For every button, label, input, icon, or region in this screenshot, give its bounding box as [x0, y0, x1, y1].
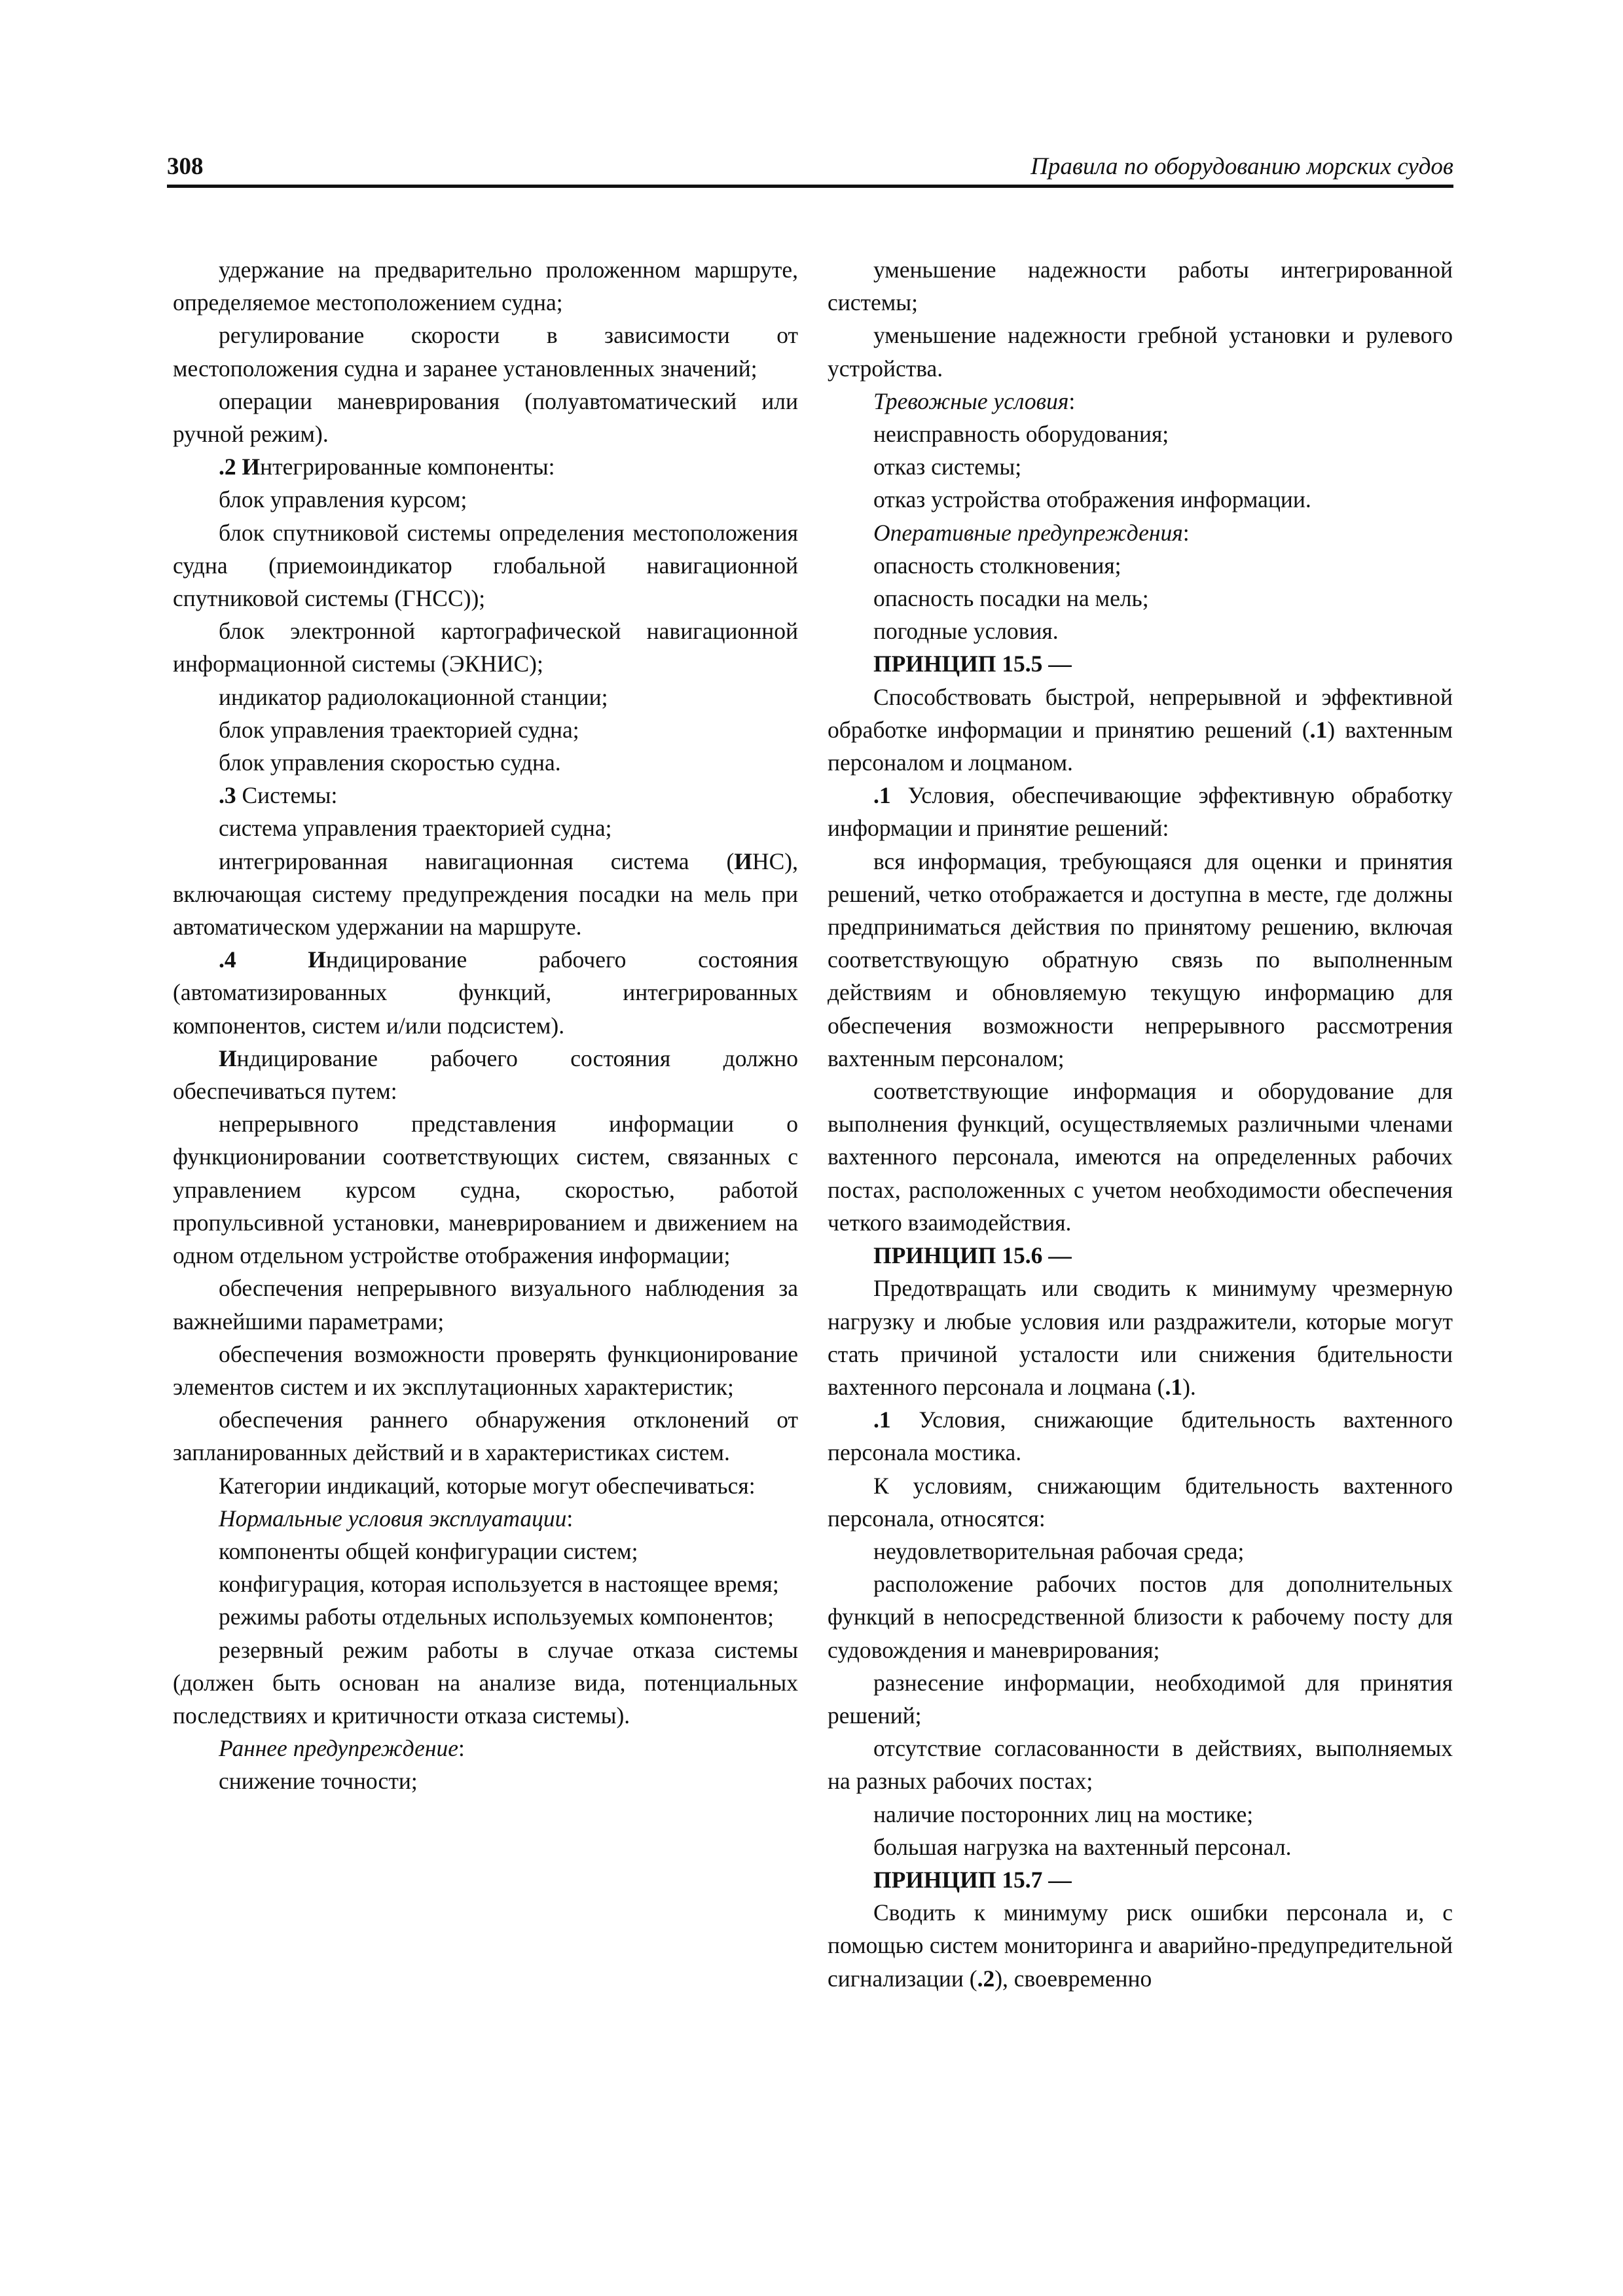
paragraph — [828, 1568, 1453, 1666]
paragraph — [828, 450, 1453, 483]
paragraph-text: нтегрированные компоненты: — [260, 454, 555, 480]
paragraph — [828, 1272, 1453, 1403]
paragraph — [828, 1732, 1453, 1797]
paragraph-text: конфигурация, которая используется в настоящее время; — [219, 1571, 779, 1598]
paragraph-text: операции маневрирования (полуавтоматический или ручной режим). — [173, 387, 798, 448]
paragraph — [173, 1042, 798, 1107]
paragraph-text: опасность посадки на мель; — [873, 585, 1149, 612]
italic-label: Оперативные предупреждения — [873, 519, 1183, 546]
paragraph — [828, 385, 1453, 418]
paragraph-text: Сводить к минимуму риск ошибки персонала и, с помощью систем мониторинга и аварийно-предупредительной сигнализации ( — [828, 1899, 1453, 1992]
paragraph-text: наличие посторонних лиц на мостике; — [873, 1801, 1254, 1827]
paragraph-text: система управления траекторией судна; — [219, 815, 612, 842]
paragraph-text: индикатор радиолокационной станции; — [219, 683, 608, 710]
paragraph-text: обеспечения раннего обнаружения отклонений от запланированных действий и в характеристиках систем. — [173, 1407, 798, 1466]
paragraph — [828, 483, 1453, 516]
paragraph — [828, 779, 1453, 844]
paragraph — [173, 385, 798, 450]
paragraph-text: блок электронной картографической навигационной информационной системы (ЭКНИС); — [173, 618, 798, 677]
italic-label: Тревожные условия — [873, 387, 1069, 414]
paragraph — [173, 1765, 798, 1797]
bold-marker: .2 И — [219, 454, 261, 480]
bold-marker: .1 — [873, 782, 891, 809]
paragraph-text: погодные условия. — [873, 618, 1059, 645]
paragraph-text: интегрированная навигационная система ( — [219, 848, 735, 874]
principle-heading: ПРИНЦИП 15.7 — — [873, 1866, 1072, 1893]
paragraph — [173, 779, 798, 812]
paragraph — [173, 1272, 798, 1337]
paragraph-text: уменьшение надежности гребной установки и рулевого устройства. — [828, 322, 1453, 382]
paragraph — [173, 845, 798, 944]
paragraph-text: отказ устройства отображения информации. — [873, 486, 1311, 513]
paragraph — [173, 1469, 798, 1502]
page-header — [167, 145, 1453, 188]
paragraph-text: блок управления курсом; — [219, 486, 467, 513]
paragraph-text: : — [1182, 519, 1190, 546]
paragraph — [828, 582, 1453, 615]
paragraph-text: неудовлетворительная рабочая среда; — [873, 1537, 1245, 1564]
paragraph-text: Условия, обеспечивающие эффективную обработку информации и принятие решений: — [828, 782, 1453, 842]
paragraph-text: режимы работы отдельных используемых компонентов; — [219, 1604, 774, 1630]
paragraph-text: удержание на предварительно проложенном маршруте, определяемое местоположением судна; — [173, 257, 798, 316]
paragraph — [173, 1403, 798, 1469]
paragraph — [173, 681, 798, 713]
paragraph-text: непрерывного представления информации о функционировании соответствующих систем, связанных с управлением курсом судна, скоростью, работой пропульсивной установки, маневрированием и движением на одном отдельном устройстве отображения информации; — [173, 1111, 798, 1269]
bold-marker: .4 И — [219, 946, 326, 973]
paragraph-text: Предотвращать или сводить к минимуму чрезмерную нагрузку и любые условия или раздражители, которые могут стать причиной усталости или снижения бдительности вахтенного персонала и лоцмана ( — [828, 1275, 1453, 1400]
bold-marker: И — [219, 1045, 237, 1071]
bold-marker: И — [734, 848, 752, 874]
paragraph — [828, 681, 1453, 780]
paragraph-text: регулирование скорости в зависимости от местоположения судна и заранее установленных значений; — [173, 322, 798, 382]
paragraph — [173, 253, 798, 319]
paragraph — [173, 1107, 798, 1272]
paragraph-text: : — [1068, 387, 1076, 414]
paragraph-text: ндицирование рабочего состояния должно обеспечиваться путем: — [173, 1045, 798, 1105]
paragraph-text: снижение точности; — [219, 1768, 418, 1795]
paragraph-text: уменьшение надежности работы интегрированной системы; — [828, 257, 1453, 316]
paragraph-text: опасность столкновения; — [873, 552, 1122, 579]
paragraph — [173, 1568, 798, 1600]
paragraph — [828, 549, 1453, 582]
left-column — [173, 253, 798, 1798]
paragraph — [173, 1535, 798, 1568]
paragraph — [828, 1469, 1453, 1535]
paragraph — [828, 1798, 1453, 1831]
paragraph — [828, 253, 1453, 319]
paragraph-text: : — [458, 1735, 465, 1762]
paragraph-text: Условия, снижающие бдительность вахтенного персонала мостика. — [828, 1407, 1453, 1466]
paragraph-text: обеспечения возможности проверять функционирование элементов систем и их эксплутационных характеристик; — [173, 1340, 798, 1400]
paragraph — [173, 1502, 798, 1535]
bold-marker: .2 — [977, 1965, 995, 1992]
paragraph — [828, 1666, 1453, 1732]
page-number: 308 — [167, 153, 204, 180]
paragraph-text: расположение рабочих постов для дополнительных функций в непосредственной близости к рабочему посту для судовождения и маневрирования; — [828, 1571, 1453, 1663]
paragraph — [173, 1634, 798, 1732]
paragraph — [828, 1831, 1453, 1863]
paragraph — [828, 615, 1453, 647]
paragraph-text: блок управления траекторией судна; — [219, 716, 579, 743]
paragraph — [173, 516, 798, 615]
paragraph-text: резервный режим работы в случае отказа системы (должен быть основан на анализе вида, потенциальных последствиях и критичности отказа системы). — [173, 1636, 798, 1729]
paragraph — [173, 483, 798, 516]
italic-label: Раннее предупреждение — [219, 1735, 458, 1762]
italic-label: Нормальные условия эксплуатации — [219, 1505, 567, 1532]
paragraph — [173, 943, 798, 1042]
paragraph — [828, 1075, 1453, 1239]
paragraph-text: отсутствие согласованности в действиях, выполняемых на разных рабочих постах; — [828, 1735, 1453, 1795]
bold-marker: .1 — [873, 1407, 891, 1433]
paragraph — [173, 713, 798, 746]
principle-heading: ПРИНЦИП 15.5 — — [873, 651, 1072, 677]
paragraph-text: неисправность оборудования; — [873, 421, 1169, 448]
paragraph-text: НС), включающая систему предупреждения посадки на мель при автоматическом удержании на маршруте. — [173, 848, 798, 941]
paragraph-text: Системы: — [236, 782, 338, 809]
paragraph — [173, 1338, 798, 1403]
paragraph — [173, 450, 798, 483]
paragraph-text: обеспечения непрерывного визуального наблюдения за важнейшими параметрами; — [173, 1275, 798, 1335]
paragraph — [173, 812, 798, 844]
paragraph-text: компоненты общей конфигурации систем; — [219, 1537, 638, 1564]
paragraph — [173, 1600, 798, 1633]
paragraph-text: разнесение информации, необходимой для принятия решений; — [828, 1669, 1453, 1729]
principle-heading: ПРИНЦИП 15.6 — — [873, 1242, 1072, 1269]
paragraph-text: большая нагрузка на вахтенный персонал. — [873, 1833, 1292, 1860]
paragraph — [828, 418, 1453, 450]
bold-marker: .1 — [1309, 716, 1328, 743]
paragraph-text: блок управления скоростью судна. — [219, 749, 561, 776]
running-title: Правила по оборудованию морских судов — [1030, 153, 1453, 180]
paragraph-text: ). — [1182, 1373, 1196, 1400]
paragraph — [173, 615, 798, 680]
bold-marker: .3 — [219, 782, 236, 809]
paragraph-text: вся информация, требующаяся для оценки и принятия решений, четко отображается и доступна в месте, где должны предприниматься действия по принятому решению, включая соответствующую обратную связь по выполненным действиям и обновляемую текущую информацию для обеспечения возможности непрерывного рассмотрения вахтенным персоналом; — [828, 848, 1453, 1071]
paragraph-text: ндицирование рабочего состояния (автоматизированных функций, интегрированных компонентов, систем и/или подсистем). — [173, 946, 798, 1039]
paragraph — [828, 1896, 1453, 1995]
paragraph-text: Способствовать быстрой, непрерывной и эффективной обработке информации и принятию решений ( — [828, 683, 1453, 743]
paragraph-text: Категории индикаций, которые могут обеспечиваться: — [219, 1472, 756, 1499]
paragraph-text: ), своевременно — [994, 1965, 1152, 1992]
paragraph — [828, 516, 1453, 549]
bold-marker: .1 — [1165, 1373, 1183, 1400]
paragraph — [173, 1732, 798, 1765]
paragraph-text: соответствующие информация и оборудование для выполнения функций, осуществляемых различными членами вахтенного персонала, имеются на определенных рабочих постах, расположенных с учетом необходимости обеспечения четкого взаимодействия. — [828, 1078, 1453, 1236]
paragraph-text: ) вахтенным персоналом и лоцманом. — [828, 716, 1453, 776]
paragraph-text: отказ системы; — [873, 454, 1022, 480]
paragraph — [173, 319, 798, 384]
paragraph — [828, 1403, 1453, 1469]
paragraph — [828, 319, 1453, 384]
paragraph — [828, 1535, 1453, 1568]
paragraph — [173, 746, 798, 779]
paragraph-text: блок спутниковой системы определения местоположения судна (приемоиндикатор глобальной навигационной спутниковой системы (ГНСС)); — [173, 519, 798, 612]
paragraph-text: : — [566, 1505, 574, 1532]
paragraph-text: К условиям, снижающим бдительность вахтенного персонала, относятся: — [828, 1472, 1453, 1532]
right-column — [828, 253, 1453, 1995]
paragraph — [828, 845, 1453, 1075]
